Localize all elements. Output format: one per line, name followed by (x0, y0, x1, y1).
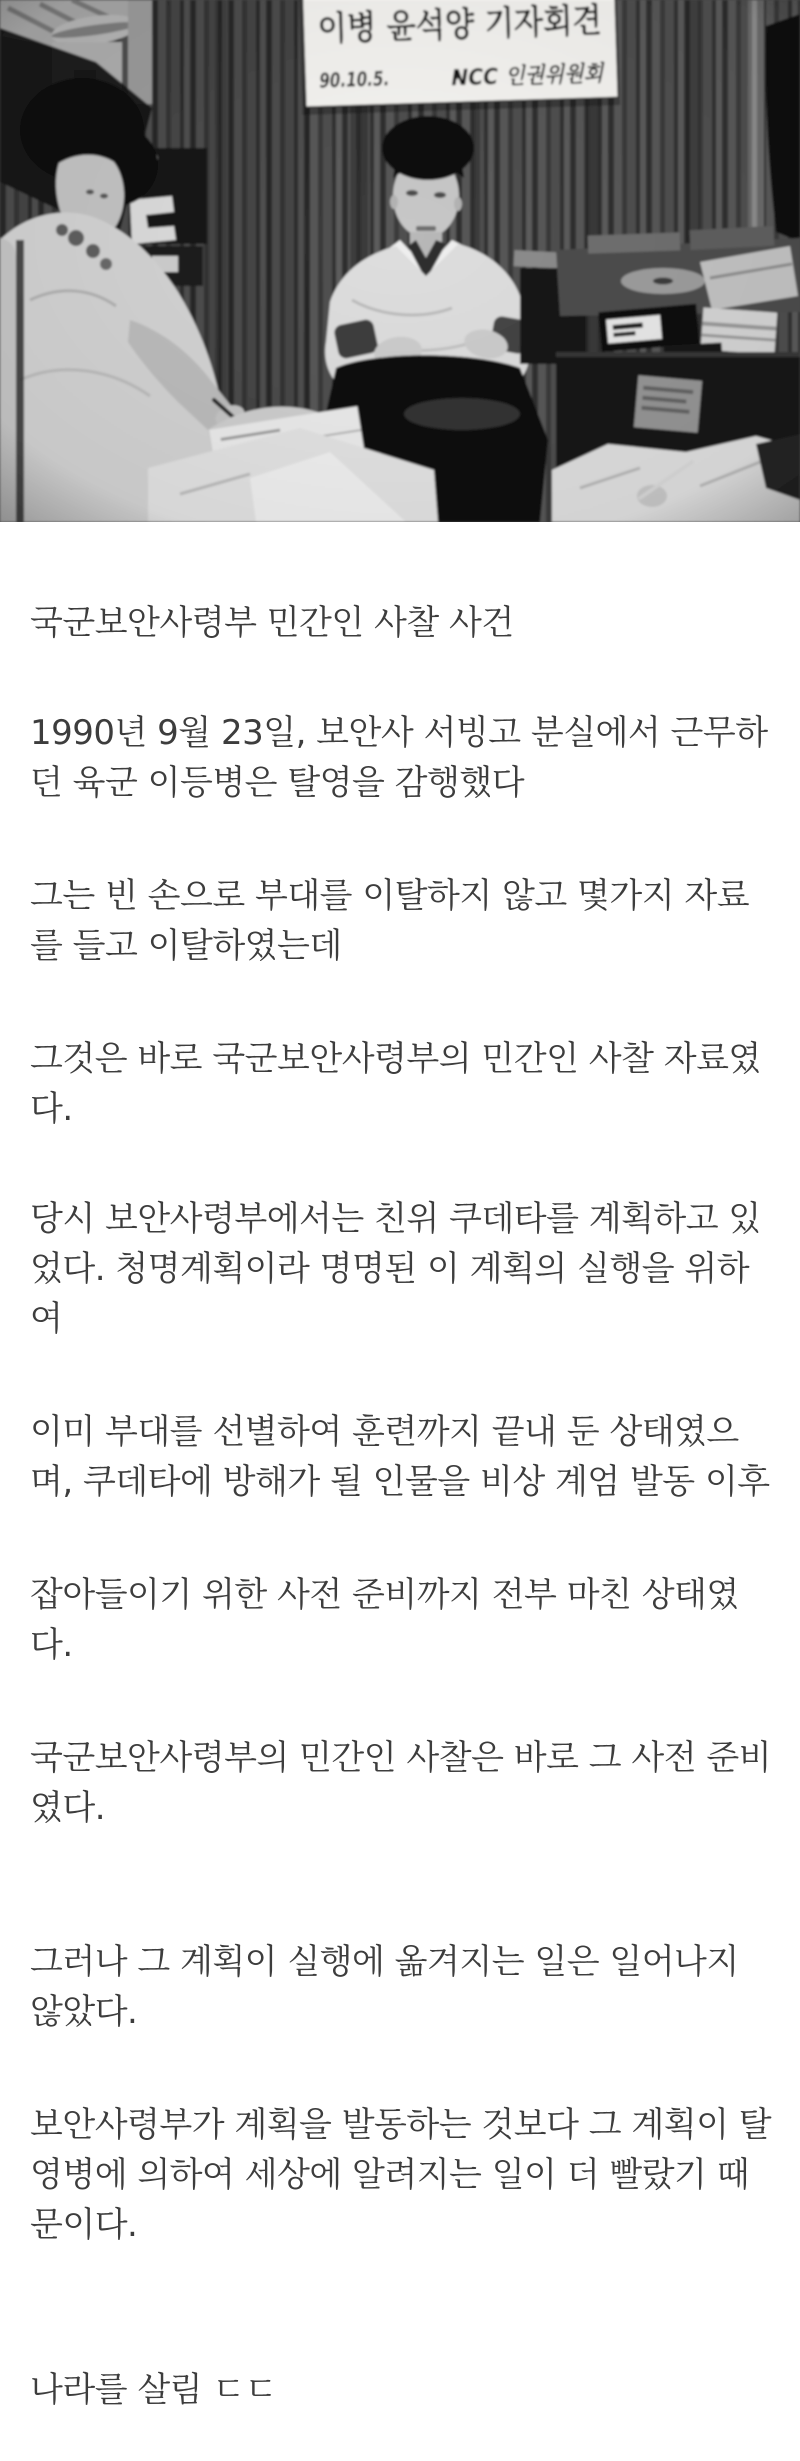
paragraph-9 (30, 1937, 770, 2037)
text-line: 1990년 9월 23일, 보안사 서빙고 분실에서 근무하 (30, 713, 768, 753)
paragraph-8 (30, 1733, 770, 1833)
text-line: 나라를 살림 ㄷㄷ (30, 2370, 278, 2410)
text-line: 며, 쿠데타에 방해가 될 인물을 비상 계엄 발동 이후 (30, 1462, 770, 1502)
text-line: 다. (30, 1625, 73, 1665)
paragraph-closing (30, 2365, 770, 2415)
text-line: 국군보안사령부의 민간인 사찰은 바로 그 사전 준비 (30, 1738, 772, 1778)
paragraph-7 (30, 1570, 770, 1670)
text-line: 그것은 바로 국군보안사령부의 민간인 사찰 자료였 (30, 1039, 761, 1079)
press-conference-photo (0, 0, 800, 522)
paragraph-10 (30, 2100, 770, 2250)
text-line: 보안사령부가 계획을 발동하는 것보다 그 계획이 탈 (30, 2105, 772, 2145)
text-line: 그러나 그 계획이 실행에 옮겨지는 일은 일어나지 (30, 1942, 739, 1982)
paragraph-2 (30, 708, 770, 808)
text-line: 였다. (30, 1788, 105, 1828)
text-line: 당시 보안사령부에서는 친위 쿠데타를 계획하고 있 (30, 1199, 761, 1239)
text-line: 잡아들이기 위한 사전 준비까지 전부 마친 상태였 (30, 1575, 739, 1615)
paragraph-5 (30, 1194, 770, 1344)
vignette (0, 0, 800, 522)
text-line: 여 (30, 1299, 63, 1339)
paragraph-3 (30, 871, 770, 971)
paragraph-title (30, 598, 770, 648)
text-line: 문이다. (30, 2205, 138, 2245)
paragraph-6 (30, 1407, 770, 1507)
post-body (0, 522, 800, 2461)
photo-illustration (0, 0, 800, 522)
text-line: 국군보안사령부 민간인 사찰 사건 (30, 603, 514, 643)
photo-scene (0, 0, 800, 522)
text-line: 를 들고 이탈하였는데 (30, 926, 342, 966)
paragraph-4 (30, 1034, 770, 1134)
text-line: 이미 부대를 선별하여 훈련까지 끝내 둔 상태였으 (30, 1412, 739, 1452)
text-line: 다. (30, 1089, 73, 1129)
text-line: 그는 빈 손으로 부대를 이탈하지 않고 몇가지 자료 (30, 876, 750, 916)
text-line: 던 육군 이등병은 탈영을 감행했다 (30, 763, 525, 803)
text-line: 었다. 청명계획이라 명명된 이 계획의 실행을 위하 (30, 1249, 750, 1289)
text-line: 않았다. (30, 1992, 138, 2032)
text-line: 영병에 의하여 세상에 알려지는 일이 더 빨랐기 때 (30, 2155, 750, 2195)
